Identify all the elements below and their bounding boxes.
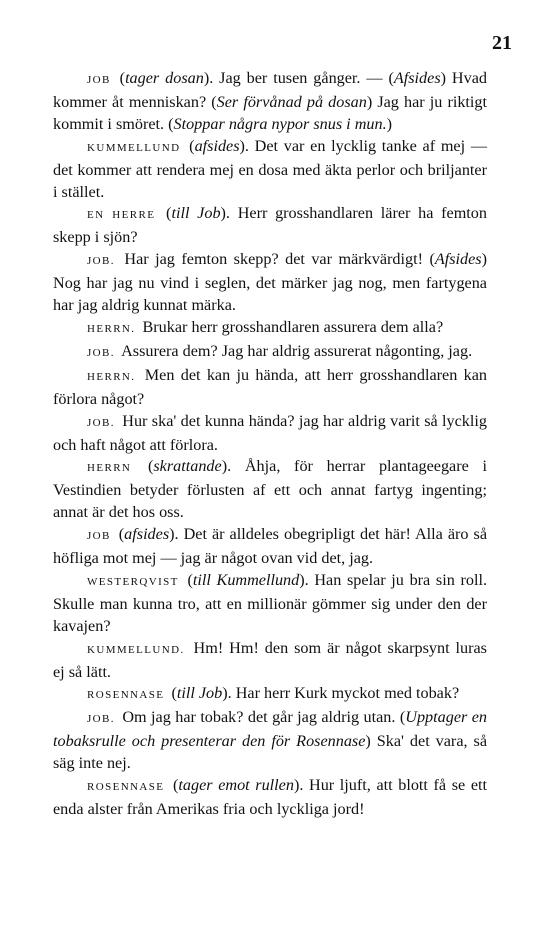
dialogue-text: Om jag har tobak? det går jag aldrig utan. [117, 708, 400, 727]
dialogue-text: ). Det var en lycklig tanke af mej — det kommer att rendera mej en dosa med äkta perlor och briljanter i stället. [53, 136, 488, 201]
speech-paragraph [53, 411, 487, 457]
dialogue-text: ). Han spelar ju bra sin roll. Skulle man kunna tro, att en millionär gömmer sig under den der kavajen? [53, 570, 487, 635]
speech-paragraph [53, 365, 487, 411]
speaker-name: JOB. [87, 346, 115, 359]
stage-direction: till Kummellund [192, 570, 300, 589]
dialogue-text: ( [429, 250, 435, 269]
speaker-name: JOB [87, 74, 111, 86]
stage-direction: skrattande [153, 457, 222, 476]
dialogue-text: ( [113, 69, 126, 87]
dialogue-text: ) [386, 114, 393, 133]
stage-direction: till Job [171, 204, 221, 223]
dialogue-text: ( [183, 136, 195, 155]
speech-paragraph [53, 707, 487, 775]
speaker-name: ROSENNASE [87, 689, 165, 702]
stage-direction: Afsides [434, 250, 482, 269]
speech-paragraph [53, 341, 487, 365]
dialogue-text: ). Jag ber tusen gånger. — [203, 69, 389, 87]
dialogue-text: ). Det är alldeles obegripligt det här! Alla äro så höfliga mot mej — jag är något ovan vid det, jag. [53, 525, 488, 568]
play-text [53, 68, 487, 821]
speaker-name: KUMMELLUND. [87, 643, 185, 656]
dialogue-text: Men det kan ju hända, att herr grosshandlaren kan förlora något? [53, 365, 487, 408]
speech-paragraph [53, 638, 487, 684]
dialogue-text: ( [399, 708, 406, 727]
dialogue-text: ( [388, 69, 394, 87]
speaker-name: KUMMELLUND [87, 141, 181, 154]
dialogue-text: ). Hur ljuft, att blott få se ett enda alster från Amerikas fria och lyckliga jord! [53, 776, 488, 818]
stage-direction: till Job [176, 684, 223, 703]
dialogue-text: ). Herr grosshandlaren lärer ha femton skepp i sjön? [53, 204, 487, 247]
dialogue-text: Brukar herr grosshandlaren assurera dem alla? [138, 317, 444, 336]
stage-direction: Afsides [393, 69, 441, 87]
dialogue-text: ( [168, 114, 174, 133]
stage-direction: Stoppar några nypor snus i mun. [173, 114, 387, 133]
speech-paragraph [53, 775, 487, 821]
dialogue-text: ( [134, 457, 154, 476]
dialogue-text: ). Har herr Kurk myckot med tobak? [222, 684, 460, 703]
speaker-name: JOB. [87, 713, 115, 726]
speech-paragraph [53, 456, 487, 524]
dialogue-text: Assurera dem? Jag har aldrig assurerat någonting, jag. [117, 341, 473, 360]
speaker-name: JOB [87, 530, 111, 543]
speaker-name: HERRN. [87, 322, 136, 335]
speaker-name: WESTERQVIST [87, 575, 179, 588]
speech-paragraph [53, 136, 487, 204]
dialogue-text: ( [181, 570, 193, 589]
speaker-name: JOB. [87, 416, 115, 429]
dialogue-text: ) Hvad kommer åt menniskan? [53, 69, 487, 111]
stage-direction: afsides [124, 525, 170, 544]
stage-direction: afsides [194, 136, 240, 155]
speaker-name: ROSENNASE [87, 781, 165, 794]
dialogue-text: ( [211, 92, 217, 111]
dialogue-text: ( [158, 204, 172, 223]
speech-paragraph [53, 524, 487, 570]
dialogue-text: ( [167, 776, 179, 795]
dialogue-text: Hm! Hm! den som är något skarpsynt luras ej så lätt. [53, 638, 487, 681]
speaker-name: HERRN [87, 462, 132, 475]
speaker-name: HERRN. [87, 370, 136, 383]
speech-paragraph [53, 683, 487, 707]
dialogue-text: ) Nog har jag nu vind i seglen, det märker jag nog, men fartygena har jag aldrig kunnat märka. [53, 250, 487, 315]
stage-direction: Ser förvånad på dosan [216, 92, 367, 111]
speech-paragraph [53, 317, 487, 341]
speech-paragraph [53, 68, 487, 136]
speaker-name: JOB. [87, 255, 115, 268]
dialogue-text: ( [113, 525, 125, 544]
stage-direction: tager dosan [125, 69, 204, 87]
page-number: 21 [492, 32, 512, 54]
dialogue-text: Hur ska' det kunna hända? jag har aldrig varit så lycklig och haft något att förlora. [53, 411, 487, 454]
speaker-name: EN HERRE [87, 209, 156, 222]
stage-direction: tager emot rullen [178, 776, 294, 795]
dialogue-text: ) Ska' det vara, så säg inte nej. [53, 732, 487, 773]
stage-direction: Upptager en tobaksrulle och presenterar den för Rosennase [53, 708, 487, 751]
speech-paragraph [53, 203, 487, 249]
speech-paragraph [53, 570, 487, 638]
dialogue-text: ) Jag har ju riktigt kommit i smöret. [53, 92, 488, 133]
dialogue-text: Har jag femton skepp? det var märkvärdigt! [117, 250, 430, 269]
dialogue-text: ( [167, 684, 177, 703]
dialogue-text: ). Åhja, för herrar plantageegare i Vestindien betyder förlusten af ett och annat fartyg ingenting; annat är det hos oss. [53, 457, 488, 522]
speech-paragraph [53, 249, 487, 317]
